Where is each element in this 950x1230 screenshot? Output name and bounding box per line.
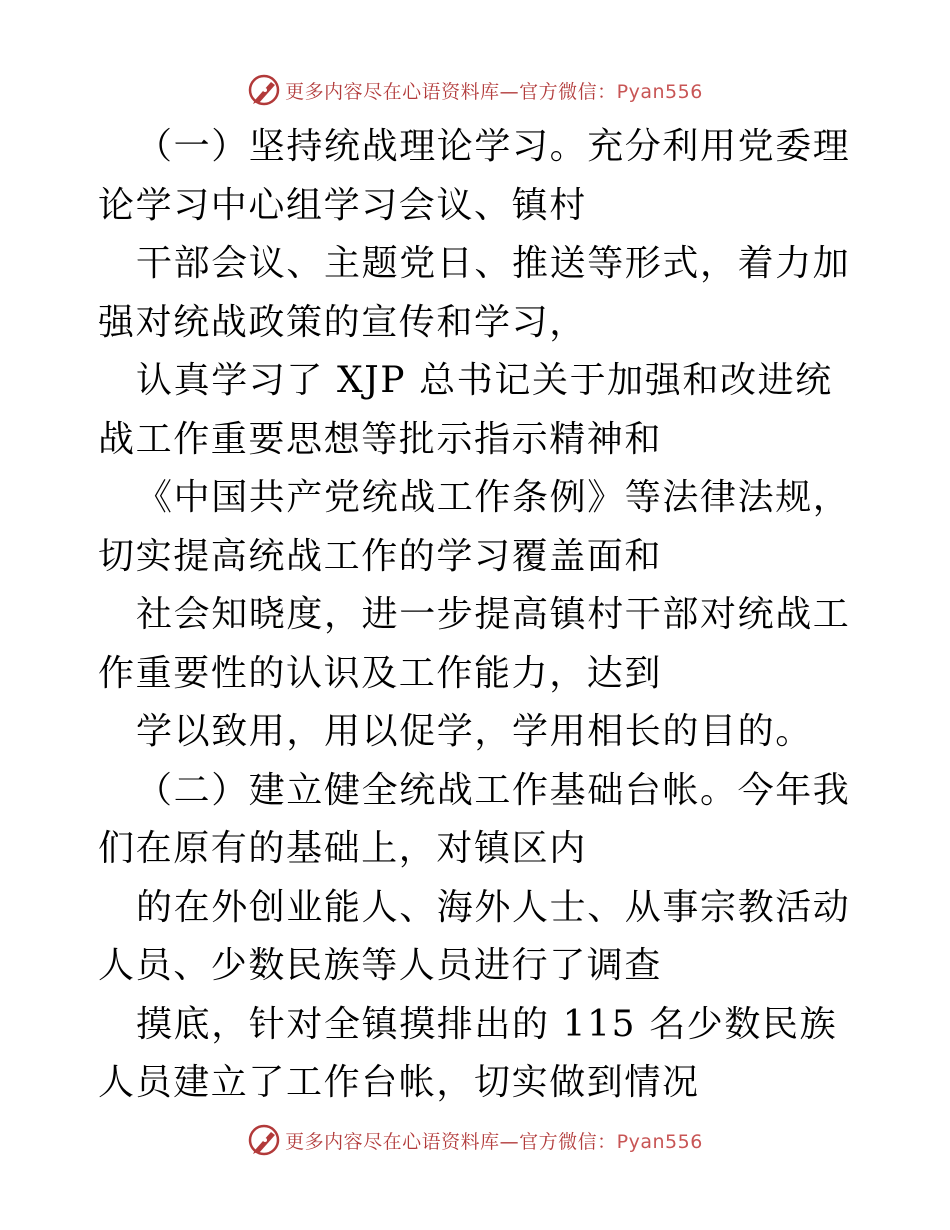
paragraph: 《中国共产党统战工作条例》等法律法规，切实提高统战工作的学习覆盖面和 — [98, 477, 851, 577]
header-banner-handle: Pyan556 — [616, 80, 703, 103]
pen-logo-icon — [247, 1123, 281, 1157]
paragraph: 认真学习了 XJP 总书记关于加强和改进统战工作重要思想等批示指示精神和 — [98, 360, 833, 460]
paragraph: 社会知晓度，进一步提高镇村干部对统战工作重要性的认识及工作能力，达到 — [98, 594, 851, 694]
footer-banner-label: 更多内容尽在心语资料库—官方微信： — [285, 1130, 617, 1153]
footer-banner-text — [285, 1127, 703, 1154]
paragraph: （二）建立健全统战工作基础台帐。今年我们在原有的基础上，对镇区内 — [98, 769, 851, 869]
paragraph: 的在外创业能人、海外人士、从事宗教活动人员、少数民族等人员进行了调查 — [98, 886, 851, 986]
footer-banner — [0, 1120, 950, 1160]
pen-logo-icon — [247, 73, 281, 107]
document-body — [98, 118, 858, 1113]
header-banner — [0, 70, 950, 110]
paragraph: 摸底，针对全镇摸排出的 115 名少数民族人员建立了工作台帐，切实做到情况 — [98, 1003, 838, 1103]
paragraph: 干部会议、主题党日、推送等形式，着力加强对统战政策的宣传和学习， — [98, 243, 851, 343]
header-banner-label: 更多内容尽在心语资料库—官方微信： — [285, 80, 617, 103]
paragraph: 学以致用，用以促学，学用相长的目的。 — [136, 711, 813, 752]
header-banner-text — [285, 77, 703, 104]
footer-banner-handle: Pyan556 — [616, 1130, 703, 1153]
paragraph: （一）坚持统战理论学习。充分利用党委理论学习中心组学习会议、镇村 — [98, 126, 851, 226]
